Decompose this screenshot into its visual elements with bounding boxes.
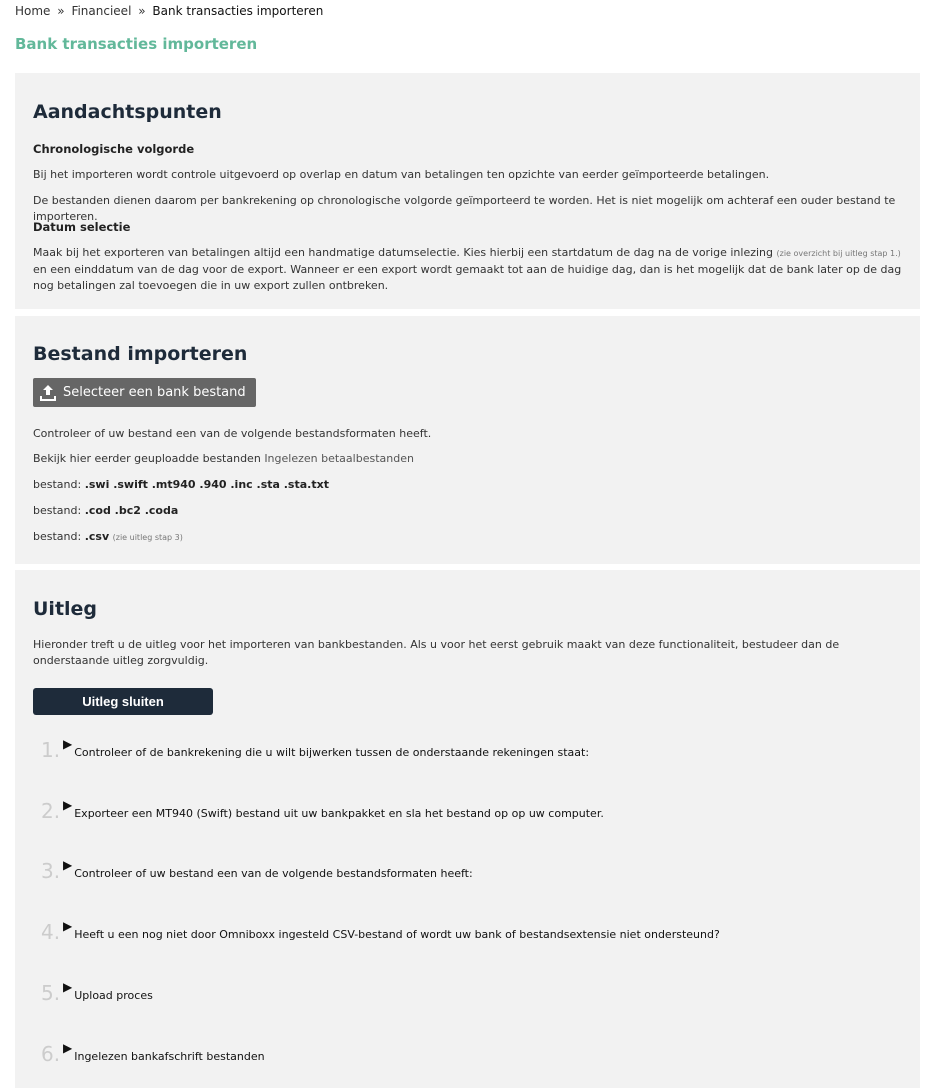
step-number: 3. (41, 859, 61, 883)
breadcrumb-separator: » (138, 4, 146, 18)
step-label: Heeft u een nog niet door Omniboxx ingesteld CSV-bestand of wordt uw bank of bestandsextensie niet ondersteund? (74, 928, 720, 941)
page-title: Bank transacties importeren (15, 35, 258, 53)
breadcrumb-separator: » (57, 4, 65, 18)
triangle-right-icon: ▶ (63, 858, 73, 872)
step-1[interactable] (41, 735, 589, 761)
upload-icon (39, 384, 57, 402)
step-label: Exporteer een MT940 (Swift) bestand uit uw bankpakket en sla het bestand op op uw computer. (74, 807, 604, 820)
step-4[interactable] (41, 917, 720, 943)
step-number: 4. (41, 920, 61, 944)
step-label: Ingelezen bankafschrift bestanden (74, 1050, 265, 1063)
overlap-check-text: Bij het importeren wordt controle uitgevoerd op overlap en datum van betalingen ten opzichte van eerder geïmporteerde betalingen. (33, 168, 770, 181)
format-check-text: Controleer of uw bestand een van de volgende bestandsformaten heeft. (33, 427, 432, 440)
step-5[interactable] (41, 978, 153, 1004)
triangle-right-icon: ▶ (63, 980, 73, 994)
import-panel (15, 316, 920, 564)
step-number: 5. (41, 981, 61, 1005)
select-bank-file-button[interactable] (33, 378, 256, 407)
previous-files-text (33, 451, 902, 467)
import-heading: Bestand importeren (33, 343, 248, 365)
step-label: Controleer of uw bestand een van de volgende bestandsformaten heeft: (74, 867, 473, 880)
date-selection-subheading: Datum selectie (33, 220, 131, 234)
csv-step3-note: (zie uitleg stap 3) (112, 533, 183, 542)
date-selection-text-start: Maak bij het exporteren van betalingen altijd een handmatige datumselectie. Kies hierbij een startdatum de dag na de vorige inlezing (33, 246, 774, 259)
format-extensions: .csv (84, 530, 110, 543)
step-label: Controleer of de bankrekening die u wilt bijwerken tussen de onderstaande rekeningen staat: (74, 746, 590, 759)
breadcrumb-current: Bank transacties importeren (152, 4, 324, 18)
format-prefix: bestand: (33, 504, 82, 517)
step-number: 1. (41, 738, 61, 762)
step-number: 2. (41, 799, 61, 823)
format-prefix: bestand: (33, 530, 82, 543)
breadcrumb-home-link[interactable]: Home (15, 4, 51, 18)
step-2[interactable] (41, 796, 604, 822)
select-bank-file-label: Selecteer een bank bestand (63, 385, 246, 400)
step1-reference-note: (zie overzicht bij uitleg stap 1.) (776, 249, 901, 258)
triangle-right-icon: ▶ (63, 1041, 73, 1055)
explanation-intro: Hieronder treft u de uitleg voor het importeren van bankbestanden. Als u voor het eerst gebruik maakt van deze functionaliteit, bestudeer dan de onderstaande uitleg zorgvuldig. (33, 638, 840, 667)
format-extensions: .cod .bc2 .coda (84, 504, 179, 517)
attention-panel (15, 73, 920, 309)
chronological-text: De bestanden dienen daarom per bankrekening op chronologische volgorde geïmporteerd te worden. Het is niet mogelijk om achteraf een ouder bestand te importeren. (33, 194, 896, 223)
chronological-order-subheading: Chronologische volgorde (33, 142, 195, 156)
uploaded-files-link[interactable]: Ingelezen betaalbestanden (264, 452, 414, 465)
date-selection-text (33, 245, 902, 294)
close-explanation-button[interactable]: Uitleg sluiten (33, 688, 213, 715)
step-label: Upload proces (74, 989, 153, 1002)
triangle-right-icon: ▶ (63, 737, 73, 751)
date-selection-text-end: en een einddatum van de dag voor de export. Wanneer er een export wordt gemaakt tot aan de huidige dag, dan is het mogelijk dat de bank later op de dag nog betalingen zal toevoegen die in uw export zullen ontbreken. (33, 263, 902, 292)
format-line-coda (33, 503, 902, 519)
explanation-heading: Uitleg (33, 598, 98, 620)
breadcrumb-financieel-link[interactable]: Financieel (71, 4, 132, 18)
step-number: 6. (41, 1042, 61, 1066)
attention-heading: Aandachtspunten (33, 101, 222, 123)
format-line-csv (33, 529, 902, 546)
breadcrumb (15, 4, 323, 18)
step-6[interactable] (41, 1039, 265, 1065)
format-prefix: bestand: (33, 478, 82, 491)
format-extensions: .swi .swift .mt940 .940 .inc .sta .sta.txt (84, 478, 329, 491)
previous-files-label: Bekijk hier eerder geuploadde bestanden (33, 452, 261, 465)
explanation-panel (15, 570, 920, 1088)
triangle-right-icon: ▶ (63, 919, 73, 933)
format-line-swift (33, 477, 902, 493)
triangle-right-icon: ▶ (63, 798, 73, 812)
step-3[interactable] (41, 856, 473, 882)
